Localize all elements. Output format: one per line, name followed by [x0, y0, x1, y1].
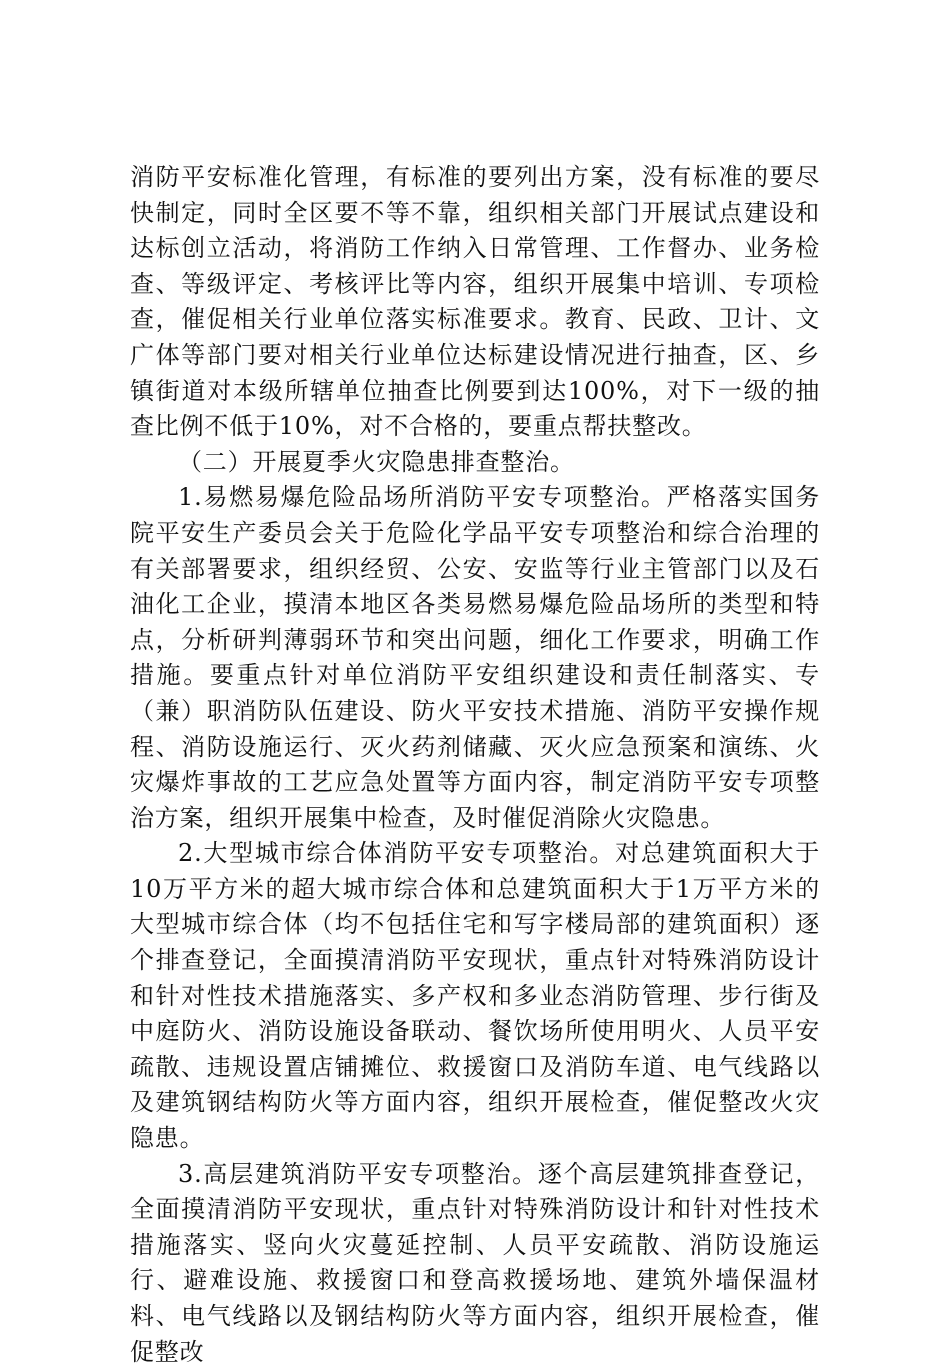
paragraph-standardization: 消防平安标准化管理，有标准的要列出方案，没有标准的要尽快制定，同时全区要不等不靠，组织相关部门开展试点建设和达标创立活动，将消防工作纳入日常管理、工作督办、业务检查、等级评定、考核评比等内容，组织开展集中培训、专项检查，催促相关行业单位落实标准要求。教育、民政、卫计、文广体等部门要对相关行业单位达标建设情况进行抽查，区、乡镇街道对本级所辖单位抽查比例要到达100%，对下一级的抽查比例不低于10%，对不合格的，要重点帮扶整改。	[130, 163, 820, 441]
section-heading-summer-inspection: （二）开展夏季火灾隐患排查整治。	[178, 447, 575, 476]
paragraph-flammable-hazard: 1.易燃易爆危险品场所消防平安专项整治。严格落实国务院平安生产委员会关于危险化学品平安专项整治和综合治理的有关部署要求，组织经贸、公安、安监等行业主管部门以及石油化工企业，摸清本地区各类易燃易爆危险品场所的类型和特点，分析研判薄弱环节和突出问题，细化工作要求，明确工作措施。要重点针对单位消防平安组织建设和责任制落实、专（兼）职消防队伍建设、防火平安技术措施、消防平安操作规程、消防设施运行、灭火药剂储藏、灭火应急预案和演练、火灾爆炸事故的工艺应急处置等方面内容，制定消防平安专项整治方案，组织开展集中检查，及时催促消除火灾隐患。	[130, 483, 820, 832]
paragraph-urban-complex: 2.大型城市综合体消防平安专项整治。对总建筑面积大于10万平方米的超大城市综合体和总建筑面积大于1万平方米的大型城市综合体（均不包括住宅和写字楼局部的建筑面积）逐个排查登记，全面摸清消防平安现状，重点针对特殊消防设计和针对性技术措施落实、多产权和多业态消防管理、步行街及中庭防火、消防设施设备联动、餐饮场所使用明火、人员平安疏散、违规设置店铺摊位、救援窗口及消防车道、电气线路以及建筑钢结构防火等方面内容，组织开展检查，催促整改火灾隐患。	[130, 839, 820, 1153]
document-body	[130, 160, 820, 1370]
paragraph-high-rise: 3.高层建筑消防平安专项整治。逐个高层建筑排查登记，全面摸清消防平安现状，重点针对特殊消防设计和针对性技术措施落实、竖向火灾蔓延控制、人员平安疏散、消防设施运行、避难设施、救援窗口和登高救援场地、建筑外墙保温材料、电气线路以及钢结构防火等方面内容，组织开展检查，催促整改	[130, 1159, 820, 1366]
